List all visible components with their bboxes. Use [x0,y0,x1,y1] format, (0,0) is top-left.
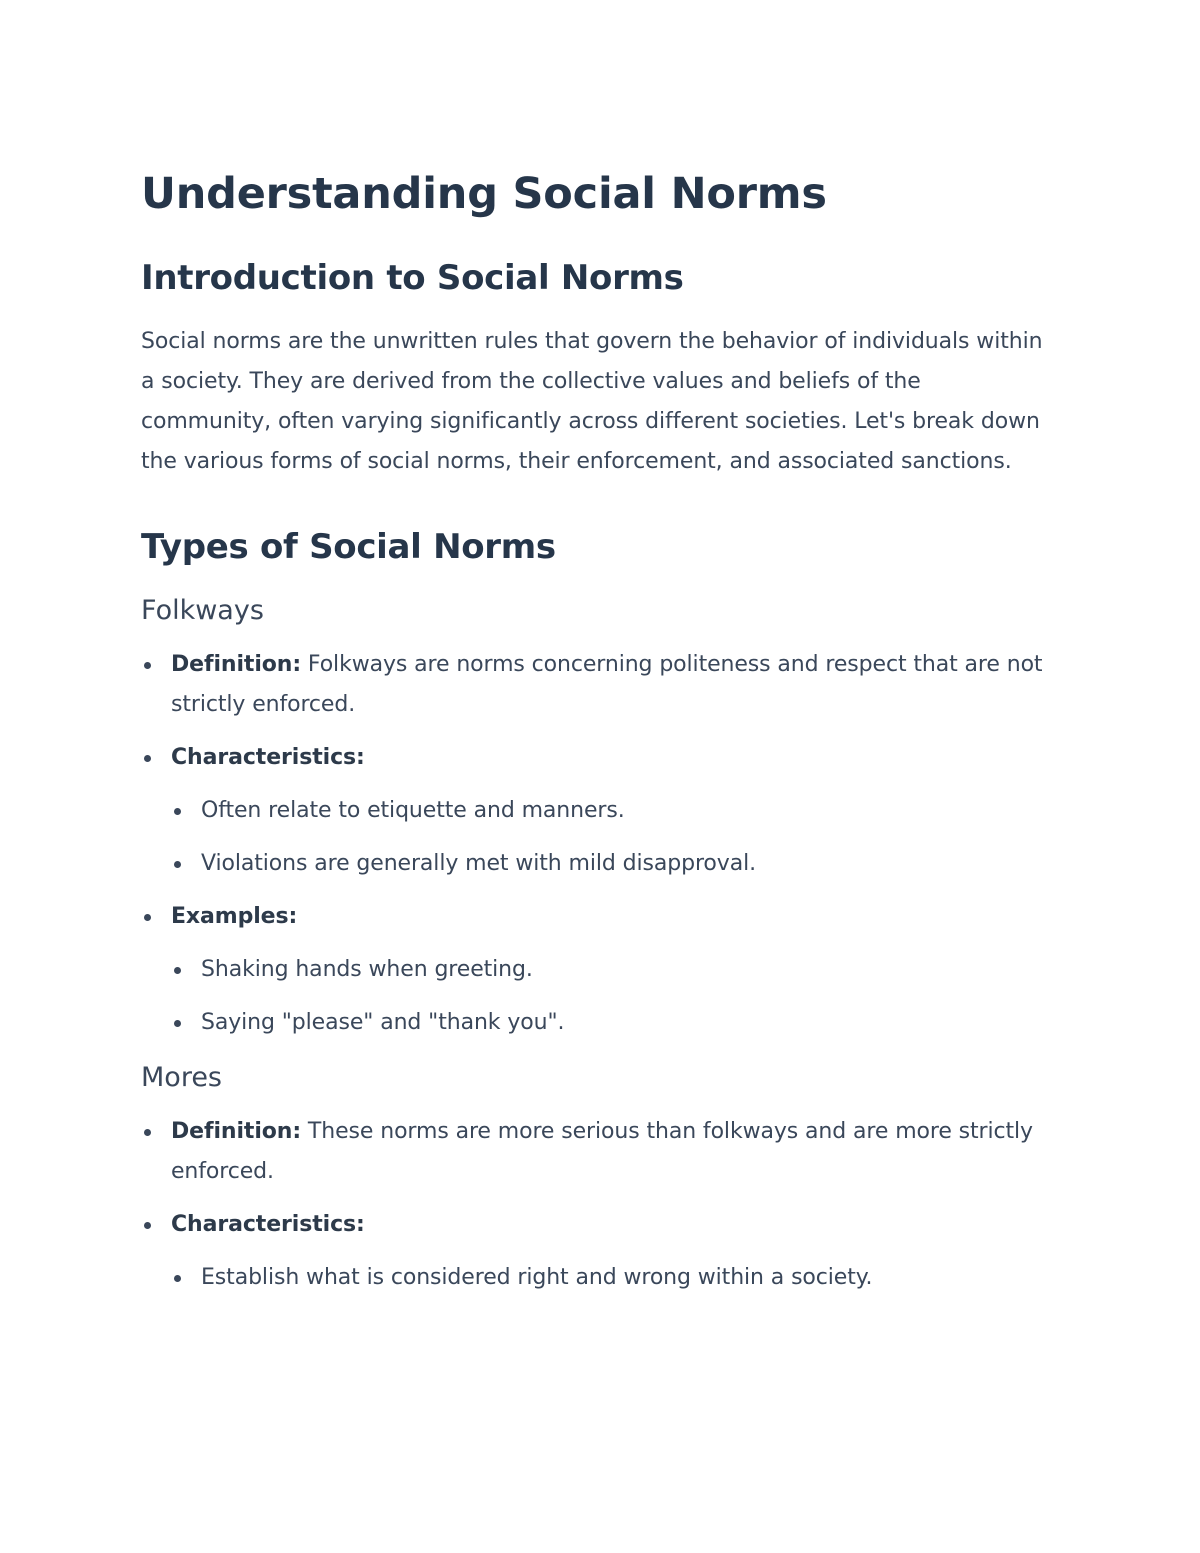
mores-heading: Mores [141,1062,222,1093]
examples-label: Examples: [171,904,298,929]
folkways-examples-list [171,950,1050,1043]
list-item: Establish what is considered right and wrong within a society. [171,1258,1050,1298]
mores-definition-item [141,1112,1050,1192]
intro-paragraph: Social norms are the unwritten rules that govern the behavior of individuals within a society. They are derived from the collective values and beliefs of the community, often varying significantly across different societies. Let's break down the various forms of social norms, their enforcement, and associated sanctions. [141,329,1043,474]
page-title: Understanding Social Norms [141,169,827,219]
definition-label: Definition: [171,1119,302,1144]
types-heading: Types of Social Norms [141,527,556,567]
intro-heading: Introduction to Social Norms [141,258,684,298]
list-item: Often relate to etiquette and manners. [171,791,1050,831]
folkways-definition-item [141,645,1050,725]
folkways-list [141,645,1050,1043]
characteristics-label: Characteristics: [171,745,365,770]
mores-characteristics-item [141,1205,1050,1298]
folkways-examples-item [141,897,1050,1043]
characteristics-label: Characteristics: [171,1212,365,1237]
mores-list [141,1112,1050,1298]
folkways-characteristics-item [141,738,1050,884]
mores-characteristics-list [171,1258,1050,1298]
definition-label: Definition: [171,652,302,677]
list-item: Violations are generally met with mild disapproval. [171,844,1050,884]
list-item: Saying "please" and "thank you". [171,1003,1050,1043]
definition-text: These norms are more serious than folkways and are more strictly enforced. [171,1119,1033,1184]
folkways-characteristics-list [171,791,1050,884]
definition-text: Folkways are norms concerning politeness and respect that are not strictly enforced. [171,652,1043,717]
list-item: Shaking hands when greeting. [171,950,1050,990]
folkways-heading: Folkways [141,595,264,626]
